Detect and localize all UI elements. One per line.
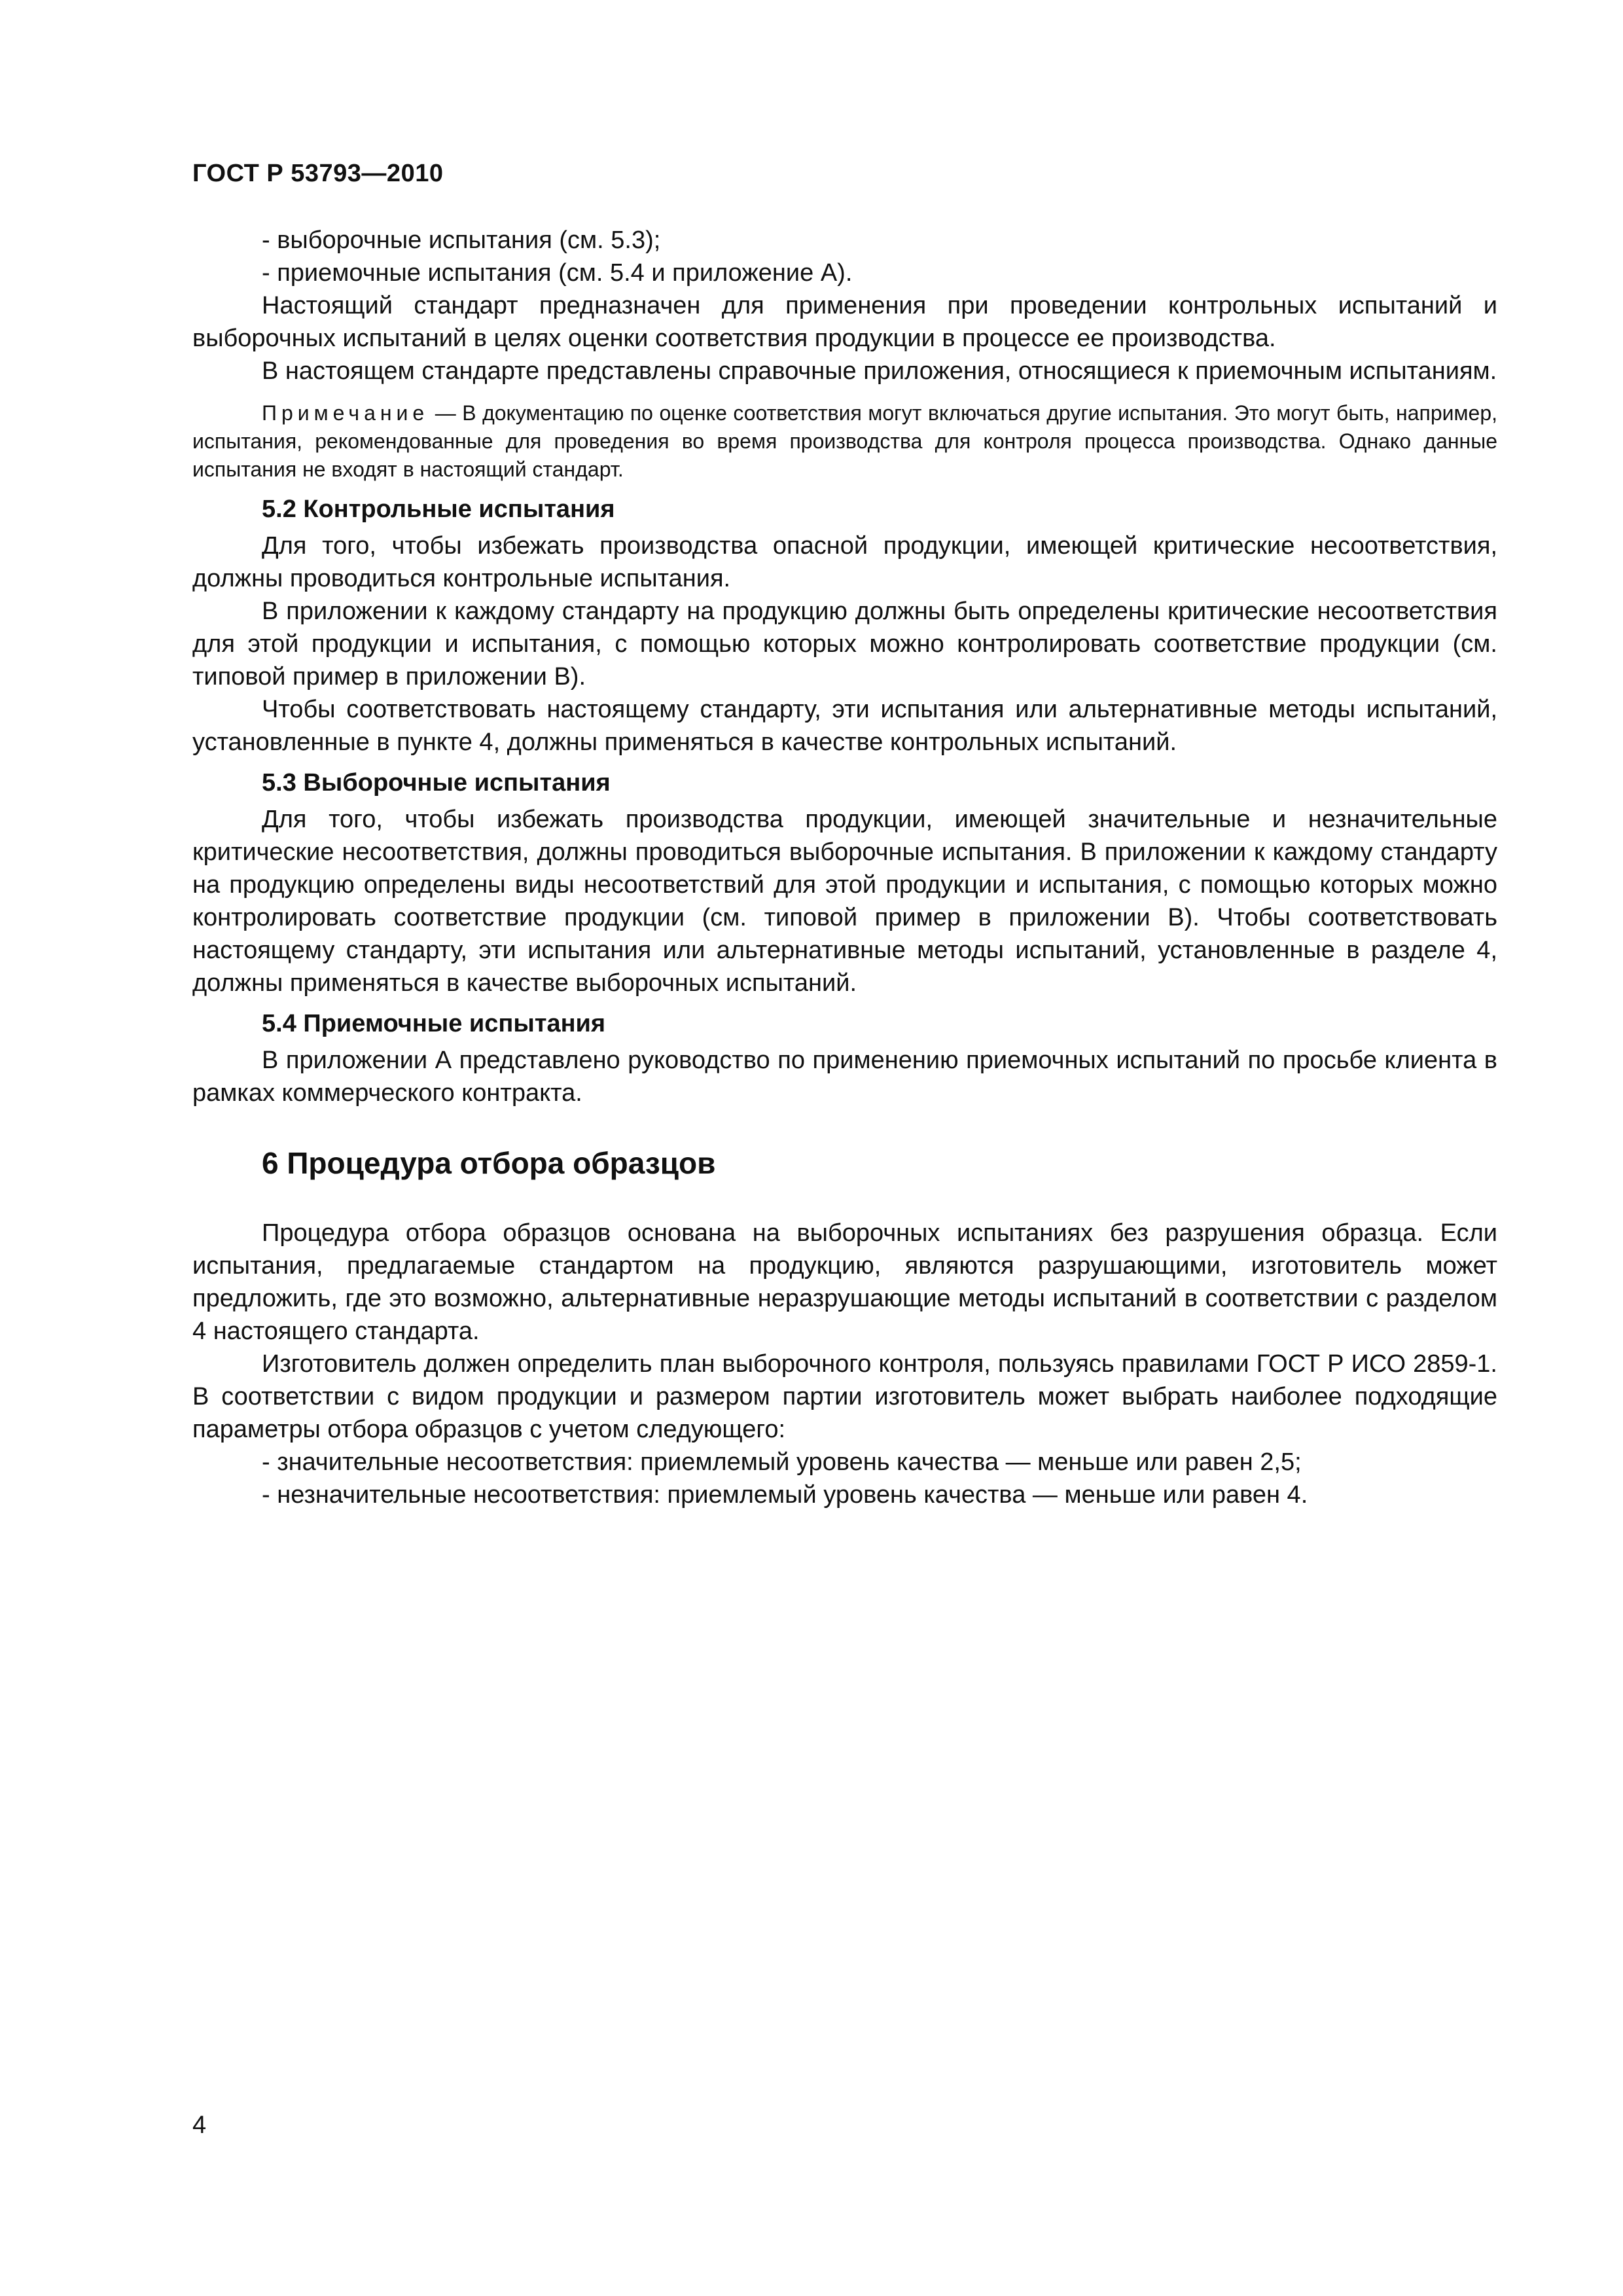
page-number: 4 xyxy=(192,2111,207,2139)
section-5-2-title: 5.2 Контрольные испытания xyxy=(262,495,615,523)
list-item-significant-nonconformities: - значительные несоответствия: приемлемый уровень качества — меньше или равен 2,5; xyxy=(262,1448,1302,1476)
list-item-acceptance-tests: - приемочные испытания (см. 5.4 и приложение А). xyxy=(262,259,853,287)
section-5-4-title: 5.4 Приемочные испытания xyxy=(262,1010,606,1037)
paragraph-5-2-3: Чтобы соответствовать настоящему стандарту, эти испытания или альтернативные методы испытаний, установленные в пункте 4, должны применяться в качестве контрольных испытаний. xyxy=(192,696,1497,756)
paragraph-6-2: Изготовитель должен определить план выборочного контроля, пользуясь правилами ГОСТ Р ИСО 2859-1. В соответствии с видом продукции и размером партии изготовитель может выбрать наиболее подходящие параметры отбора образцов с учетом следующего: xyxy=(192,1350,1497,1443)
paragraph-5-2-2: В приложении к каждому стандарту на продукцию должны быть определены критические несоответствия для этой продукции и испытания, с помощью которых можно контролировать соответствие продукции (см. типовой пример в приложении В). xyxy=(192,598,1497,691)
standard-id-header: ГОСТ Р 53793—2010 xyxy=(192,160,444,187)
list-item-minor-nonconformities: - незначительные несоответствия: приемлемый уровень качества — меньше или равен 4. xyxy=(262,1481,1308,1509)
paragraph-5-2-1: Для того, чтобы избежать производства опасной продукции, имеющей критические несоответствия, должны проводиться контрольные испытания. xyxy=(192,532,1497,592)
note-label: Примечание xyxy=(262,401,429,425)
note-block xyxy=(192,399,1497,484)
paragraph-5-3-1: Для того, чтобы избежать производства продукции, имеющей значительные и незначительные критические несоответствия, должны проводиться выборочные испытания. В приложении к каждому стандарту на продукцию определены виды несоответствий для этой продукции и испытания, с помощью которых можно контролировать соответствие продукции (см. типовой пример в приложении В). Чтобы соответствовать настоящему стандарту, эти испытания или альтернативные методы испытаний, установленные в разделе 4, должны применяться в качестве выборочных испытаний. xyxy=(192,806,1497,997)
section-5-3-title: 5.3 Выборочные испытания xyxy=(262,769,611,797)
section-6-title: 6 Процедура отбора образцов xyxy=(262,1146,716,1180)
paragraph-intro-annexes: В настоящем стандарте представлены справочные приложения, относящиеся к приемочным испытаниям. xyxy=(262,357,1497,385)
note-text: — В документацию по оценке соответствия могут включаться другие испытания. Это могут быть, например, испытания, рекомендованные для проведения во время производства для контроля процесса производства. Однако данные испытания не входят в настоящий стандарт. xyxy=(192,401,1497,481)
paragraph-5-4-1: В приложении А представлено руководство по применению приемочных испытаний по просьбе клиента в рамках коммерческого контракта. xyxy=(192,1047,1497,1107)
list-item-selective-tests: - выборочные испытания (см. 5.3); xyxy=(262,226,661,254)
paragraph-6-1: Процедура отбора образцов основана на выборочных испытаниях без разрушения образца. Если испытания, предлагаемые стандартом на продукцию, являются разрушающими, изготовитель может предложить, где это возможно, альтернативные неразрушающие методы испытаний в соответствии с разделом 4 настоящего стандарта. xyxy=(192,1219,1497,1345)
document-body xyxy=(192,224,1497,1511)
paragraph-intro-purpose: Настоящий стандарт предназначен для применения при проведении контрольных испытаний и выборочных испытаний в целях оценки соответствия продукции в процессе ее производства. xyxy=(192,292,1497,352)
